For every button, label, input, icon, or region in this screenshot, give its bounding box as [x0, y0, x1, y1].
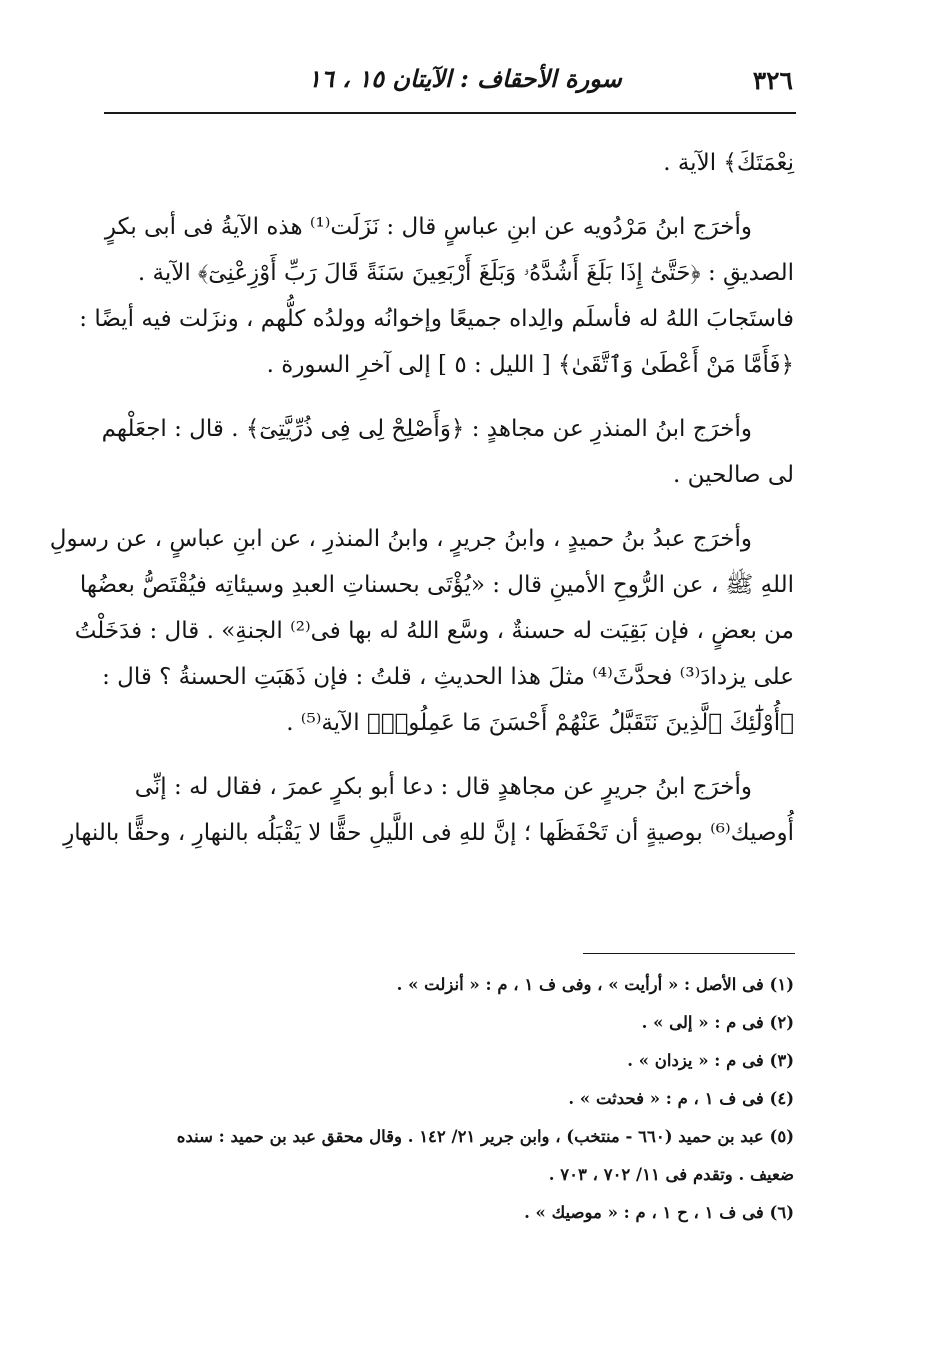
body-line: أُوصيك⁽⁶⁾ بوصيةٍ أن تَحْفَظَها ؛ إنَّ للهِ فى اللَّيلِ حقًّا لا يَقْبَلُه بالنهارِ ، وحقًّا بالنهارِ	[63, 820, 794, 846]
body-line: اللهِ ﷺ ، عن الرُّوحِ الأمينِ قال : «يُؤْتَى بحسناتِ العبدِ وسيئاتِه فيُقْتَصُّ بعضُها	[79, 572, 794, 598]
body-line: وأخرَج ابنُ مَرْدُويه عن ابنِ عباسٍ قال : نَزَلَت⁽¹⁾ هذه الآيةُ فى أبى بكرٍ	[104, 214, 752, 240]
body-line: من بعضٍ ، فإن بَقِيَت له حسنةٌ ، وسَّع اللهُ له بها فى⁽²⁾ الجنةِ» . قال : فدَخَلْتُ	[74, 618, 794, 644]
body-line: ﴿فَأَمَّا مَنْ أَعْطَىٰ وَٱتَّقَىٰ﴾ [ الليل : ٥ ] إلى آخرِ السورة .	[266, 352, 794, 378]
footnote: (١) فى الأصل : « أرأيت » ، وفى ف ١ ، م : « أنزلت » .	[396, 975, 794, 994]
body-line: على يزدادَ⁽³⁾ فحدَّثَ⁽⁴⁾ مثلَ هذا الحديثِ ، قلتُ : فإن ذَهَبَتِ الحسنةُ ؟ قال :	[102, 664, 794, 690]
footnote: ضعيف . وتقدم فى ١١/ ٧٠٢ ، ٧٠٣ .	[548, 1165, 794, 1184]
body-line: لى صالحين .	[673, 462, 794, 488]
header-rule	[104, 112, 796, 114]
body-text	[49, 140, 794, 856]
footnote: (٣) فى م : « يزدان » .	[627, 1051, 794, 1070]
body-line: وأخرَج ابنُ جريرٍ عن مجاهدٍ قال : دعا أبو بكرٍ عمرَ ، فقال له : إنِّى	[134, 774, 752, 800]
body-line: ﴿أُوْلَٰٓئِكَ ٱلَّذِينَ نَتَقَبَّلُ عَنْهُمْ أَحْسَنَ مَا عَمِلُوا۟﴾ الآية⁽⁵⁾ .	[286, 710, 794, 736]
footnote-rule	[583, 953, 795, 954]
page-header	[108, 62, 793, 102]
footnote: (٥) عبد بن حميد (٦٦٠ - منتخب) ، وابن جرير ٢١/ ١٤٢ . وقال محقق عبد بن حميد : سنده	[176, 1127, 794, 1146]
footnote: (٢) فى م : « إلى » .	[641, 1013, 794, 1032]
body-line: نِعْمَتَكَ﴾ الآية .	[663, 150, 794, 176]
body-line: وأخرَج عبدُ بنُ حميدٍ ، وابنُ جريرٍ ، وابنُ المنذرِ ، عن ابنِ عباسٍ ، عن رسولِ	[49, 526, 752, 552]
body-line: فاستَجابَ اللهُ له فأسلَم والِداه جميعًا وإخوانُه وولدُه كلُّهم ، ونزَلت فيه أيضًا :	[79, 306, 794, 332]
page-number: ٣٢٦	[752, 66, 793, 95]
body-line: وأخرَج ابنُ المنذرِ عن مجاهدٍ : ﴿وَأَصْلِحْ لِى فِى ذُرِّيَّتِىٓ﴾ . قال : اجعَلْهم	[101, 416, 752, 442]
running-title: سورة الأحقاف : الآيتان ١٥ ، ١٦	[308, 64, 622, 93]
footnote: (٦) فى ف ١ ، ح ١ ، م : « موصيك » .	[524, 1203, 794, 1222]
footnote: (٤) فى ف ١ ، م : « فحدثت » .	[568, 1089, 794, 1108]
body-line: الصديقِ : ﴿حَتَّىٰٓ إِذَا بَلَغَ أَشُدَّهُۥ وَبَلَغَ أَرْبَعِينَ سَنَةً قَالَ رَبِّ أَوْزِعْنِىٓ﴾ الآية .	[137, 260, 794, 286]
footnotes	[108, 966, 794, 1232]
